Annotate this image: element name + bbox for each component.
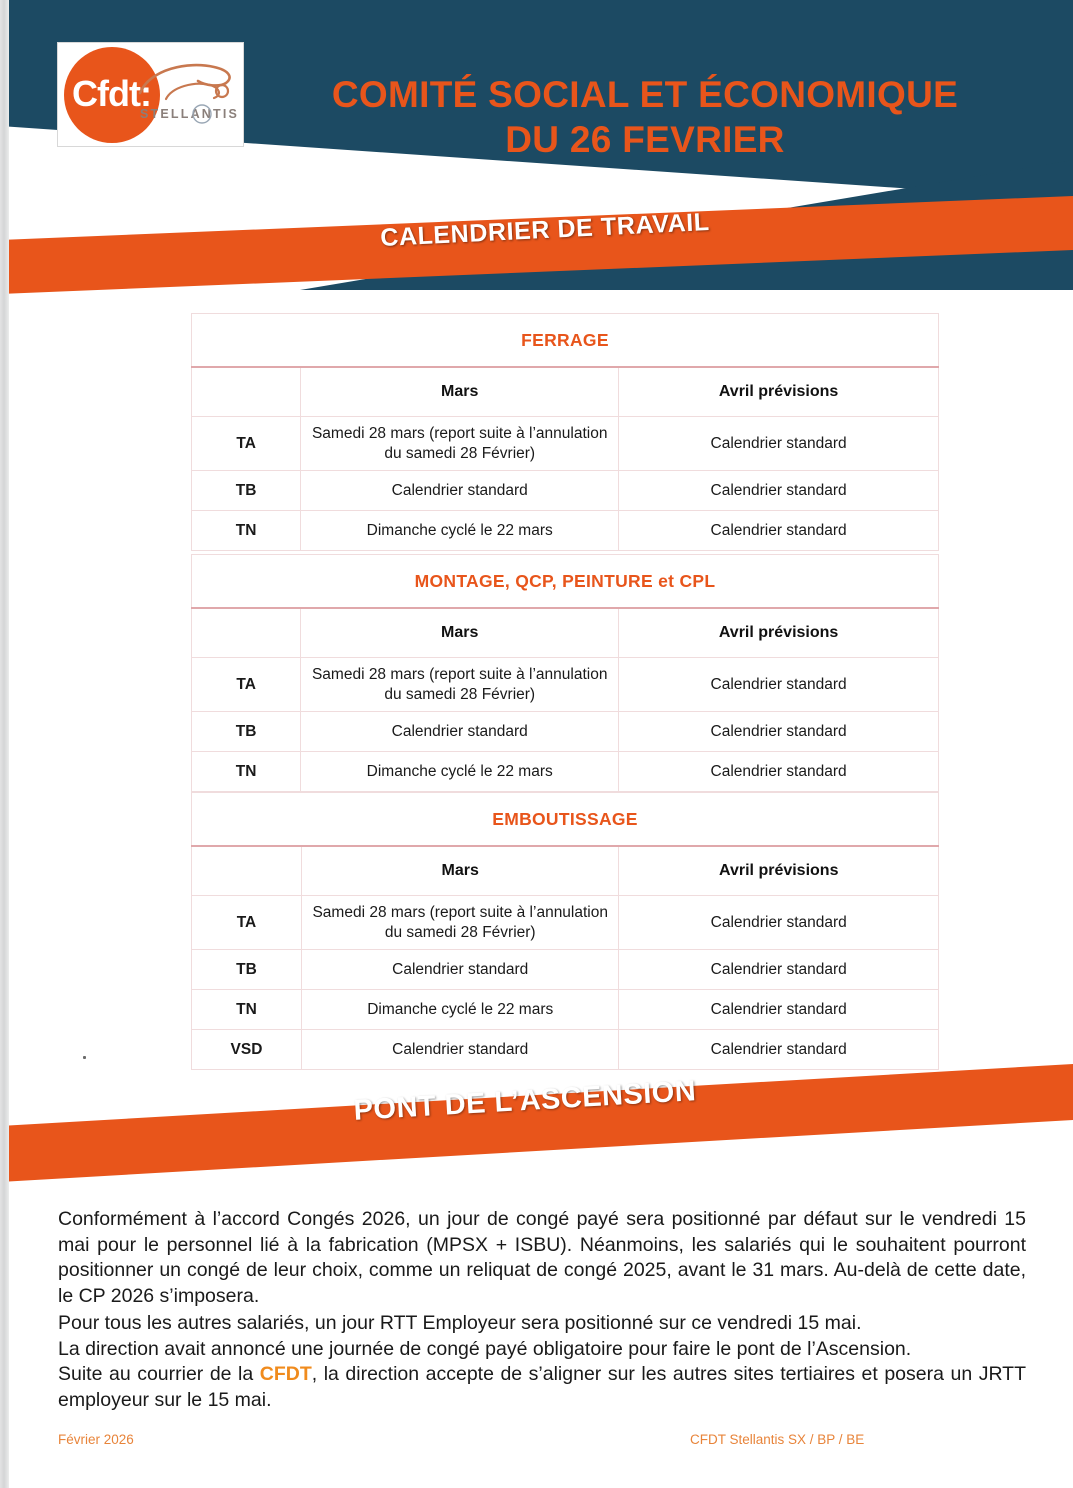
column-header-avril: Avril prévisions bbox=[619, 367, 939, 417]
cell-avril: Calendrier standard bbox=[619, 950, 939, 990]
table-title: MONTAGE, QCP, PEINTURE et CPL bbox=[192, 555, 939, 609]
logo-brand-text: Cfdt: bbox=[72, 73, 151, 114]
column-header-avril: Avril prévisions bbox=[619, 846, 939, 896]
cell-mars: Samedi 28 mars (report suite à l’annulation du samedi 28 Février) bbox=[301, 417, 619, 471]
cfdt-swoosh-icon bbox=[136, 59, 240, 111]
schedule-table-montage bbox=[191, 554, 939, 792]
table-title: EMBOUTISSAGE bbox=[192, 793, 939, 847]
cell-avril: Calendrier standard bbox=[619, 417, 939, 471]
cell-avril: Calendrier standard bbox=[619, 896, 939, 950]
column-header-mars: Mars bbox=[301, 846, 619, 896]
row-label-tn: TN bbox=[192, 752, 301, 792]
cell-mars: Dimanche cyclé le 22 mars bbox=[301, 511, 619, 551]
table-header-row bbox=[192, 608, 939, 658]
row-label-vsd: VSD bbox=[192, 1030, 302, 1070]
table-row bbox=[192, 511, 939, 551]
table-row bbox=[192, 417, 939, 471]
stellantis-a-badge-icon bbox=[191, 103, 213, 125]
cell-avril: Calendrier standard bbox=[619, 658, 939, 712]
body-text-block bbox=[58, 1207, 1026, 1415]
table-row bbox=[192, 990, 939, 1030]
paragraph-3: La direction avait annoncé une journée de congé payé obligatoire pour faire le pont de l’Ascension. bbox=[58, 1337, 912, 1360]
row-label-ta: TA bbox=[192, 896, 302, 950]
row-label-ta: TA bbox=[192, 658, 301, 712]
table-header-row bbox=[192, 846, 939, 896]
row-label-tn: TN bbox=[192, 990, 302, 1030]
orange-banner-pont bbox=[0, 1060, 1073, 1195]
cell-avril: Calendrier standard bbox=[619, 752, 939, 792]
row-label-tb: TB bbox=[192, 471, 301, 511]
cell-mars: Samedi 28 mars (report suite à l’annulation du samedi 28 Février) bbox=[301, 658, 619, 712]
schedule-table-emboutissage bbox=[191, 792, 939, 1070]
cell-mars: Calendrier standard bbox=[301, 1030, 619, 1070]
table-row bbox=[192, 896, 939, 950]
cell-avril: Calendrier standard bbox=[619, 471, 939, 511]
schedule-table-ferrage bbox=[191, 313, 939, 551]
footer-source: CFDT Stellantis SX / BP / BE bbox=[690, 1432, 865, 1447]
cell-mars: Calendrier standard bbox=[301, 712, 619, 752]
page-left-edge bbox=[0, 0, 9, 1488]
column-header-blank bbox=[192, 367, 301, 417]
cell-avril: Calendrier standard bbox=[619, 511, 939, 551]
paragraph-1: Conformément à l’accord Congés 2026, un jour de congé payé sera positionné par défaut sur le vendredi 15 mai pour le personnel lié à la fabrication (MPSX + ISBU). Néanmoins, les salariés qui le souhaitent pourront positionner un congé de leur choix, comme un reliquat de congé 2025, avant le 31 mars. Au-delà de cette date, le CP 2026 s’imposera. bbox=[58, 1208, 1026, 1307]
table-row bbox=[192, 752, 939, 792]
column-header-avril: Avril prévisions bbox=[619, 608, 939, 658]
column-header-blank bbox=[192, 608, 301, 658]
banner-label-calendrier: CALENDRIER DE TRAVAIL bbox=[379, 207, 711, 253]
cell-mars: Samedi 28 mars (report suite à l’annulation du samedi 28 Février) bbox=[301, 896, 619, 950]
table-title-row bbox=[192, 555, 939, 609]
logo-partner-text: STELLANTIS bbox=[140, 107, 240, 121]
cell-mars: Dimanche cyclé le 22 mars bbox=[301, 990, 619, 1030]
column-header-mars: Mars bbox=[301, 367, 619, 417]
column-header-mars: Mars bbox=[301, 608, 619, 658]
paragraph-4-before: Suite au courrier de la bbox=[58, 1363, 260, 1386]
paragraph-2: Pour tous les autres salariés, un jour RTT Employeur sera positionné sur ce vendredi 15 mai. bbox=[58, 1312, 862, 1335]
cell-avril: Calendrier standard bbox=[619, 712, 939, 752]
cell-mars: Dimanche cyclé le 22 mars bbox=[301, 752, 619, 792]
row-label-tb: TB bbox=[192, 950, 302, 990]
paragraph-4-cfdt-highlight: CFDT bbox=[259, 1363, 312, 1386]
footer-date: Février 2026 bbox=[58, 1432, 134, 1447]
cell-mars: Calendrier standard bbox=[301, 950, 619, 990]
paragraph-4 bbox=[58, 1362, 1026, 1413]
page-title bbox=[255, 72, 1035, 162]
column-header-blank bbox=[192, 846, 302, 896]
page-title-line1: COMITÉ SOCIAL ET ÉCONOMIQUE bbox=[331, 74, 959, 115]
orange-banner-pont-wrap bbox=[0, 1060, 1073, 1195]
paragraph-4-after: , la direction accepte de s’aligner sur les autres sites tertiaires et posera un JRTT employeur sur le 15 mai. bbox=[58, 1363, 1026, 1411]
cell-avril: Calendrier standard bbox=[619, 990, 939, 1030]
cell-mars: Calendrier standard bbox=[301, 471, 619, 511]
page-title-line2: DU 26 FEVRIER bbox=[505, 119, 785, 161]
row-label-ta: TA bbox=[192, 417, 301, 471]
table-title-row bbox=[192, 793, 939, 847]
table-title: FERRAGE bbox=[192, 314, 939, 368]
table-header-row bbox=[192, 367, 939, 417]
table-title-row bbox=[192, 314, 939, 368]
banner-label-pont: PONT DE L’ASCENSION bbox=[352, 1075, 698, 1127]
table-row bbox=[192, 712, 939, 752]
cell-avril: Calendrier standard bbox=[619, 1030, 939, 1070]
row-label-tb: TB bbox=[192, 712, 301, 752]
stray-dot-artifact bbox=[83, 1056, 86, 1059]
table-row bbox=[192, 471, 939, 511]
row-label-tn: TN bbox=[192, 511, 301, 551]
table-row bbox=[192, 658, 939, 712]
cfdt-stellantis-logo bbox=[57, 42, 244, 147]
table-row bbox=[192, 950, 939, 990]
